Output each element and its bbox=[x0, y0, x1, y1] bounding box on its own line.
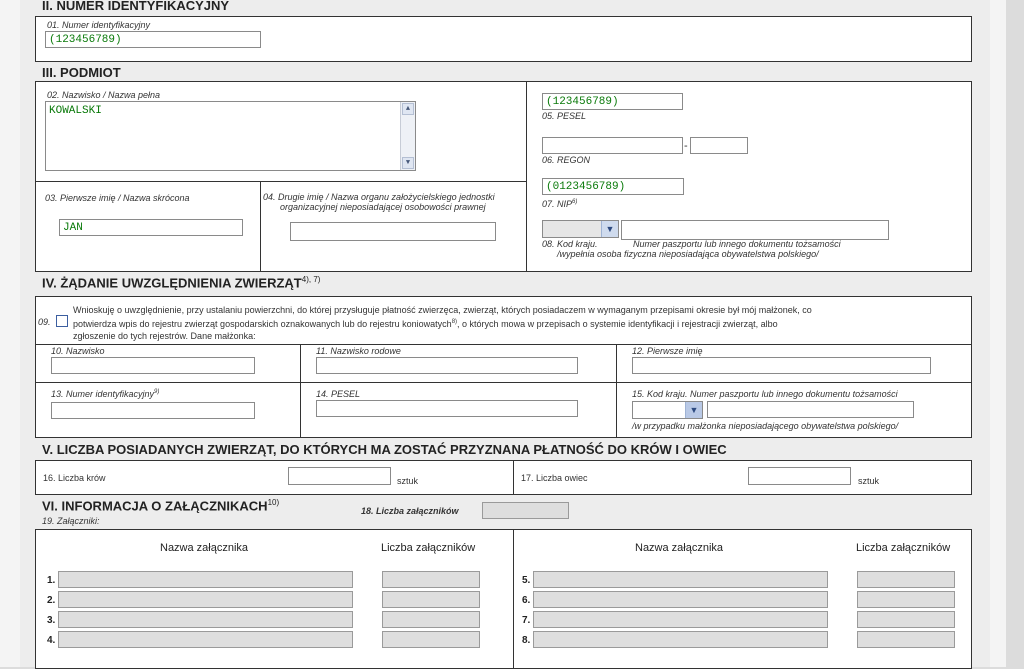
attachment-count-input-3[interactable] bbox=[382, 611, 480, 628]
attachment-count-input-5[interactable] bbox=[857, 571, 955, 588]
field-04-label-line1: 04. Drugie imię / Nazwa organu założycielskiego jednostki bbox=[263, 192, 495, 202]
field-09-label: 09. bbox=[38, 317, 51, 327]
passport-number-input[interactable] bbox=[621, 220, 889, 240]
pesel-input[interactable]: (123456789) bbox=[542, 93, 683, 110]
attachment-row-number: 5. bbox=[522, 575, 531, 586]
attachment-count-input-4[interactable] bbox=[382, 631, 480, 648]
cows-unit: sztuk bbox=[397, 476, 419, 486]
sheep-unit: sztuk bbox=[858, 476, 880, 486]
field-03-label: 03. Pierwsze imię / Nazwa skrócona bbox=[45, 193, 190, 203]
field-01-label: 01. Numer identyfikacyjny bbox=[47, 20, 151, 30]
field-06-label: 06. REGON bbox=[542, 155, 591, 165]
regon-input-suffix[interactable] bbox=[690, 137, 748, 154]
attachment-row-number: 8. bbox=[522, 635, 531, 646]
field-04-label-line2: organizacyjnej nieposiadającej osobowości prawnej bbox=[280, 202, 486, 212]
scroll-up-icon[interactable]: ▲ bbox=[402, 103, 414, 115]
field-15-note: /w przypadku małżonka nieposiadającego obywatelstwa polskiego/ bbox=[632, 421, 899, 431]
field-08-note: /wypełnia osoba fizyczna nieposiadająca obywatelstwa polskiego/ bbox=[557, 249, 819, 259]
surname-value: KOWALSKI bbox=[49, 105, 102, 117]
field-10-label: 10. Nazwisko bbox=[51, 346, 105, 356]
section-2-title: II. NUMER IDENTYFIKACYJNY bbox=[42, 0, 230, 13]
spouse-country-code-select[interactable] bbox=[632, 401, 703, 419]
section-5-title: V. LICZBA POSIADANYCH ZWIERZĄT, DO KTÓRYCH MA ZOSTAĆ PRZYZNANA PŁATNOŚĆ DO KRÓW I OWIEC bbox=[42, 442, 727, 457]
field-13-label: 13. Numer identyfikacyjny$^{9)}$ bbox=[51, 389, 160, 399]
right-page-margin bbox=[990, 0, 1006, 667]
field-08-passport-label: Numer paszportu lub innego dokumentu tożsamości bbox=[633, 239, 841, 249]
attachment-name-input-8[interactable] bbox=[533, 631, 828, 648]
section-6-title: VI. INFORMACJA O ZAŁĄCZNIKACH$^{10)}$ bbox=[42, 498, 280, 514]
regon-input-main[interactable] bbox=[542, 137, 683, 154]
attachment-count-input-7[interactable] bbox=[857, 611, 955, 628]
section-3-cell-divider bbox=[260, 181, 261, 272]
form-page bbox=[20, 0, 990, 667]
field-09-text: Wnioskuję o uwzględnienie, przy ustalaniu powierzchni, do której przysługuje płatność zwierzęca, zwierząt, których posiadaczem w wymaganym przepisami okresie był mój małżonek, co potwierdza wpis do rejestru zwierząt gospodarskich oznakowanych lub do rejestru koniowatych$^{8)}$, o których mowa w przepisach o systemie identyfikacji i rejestracji zwierząt, albo zgłoszenie do tych rejestrów. Dane małżonka: bbox=[73, 305, 812, 341]
attachment-count-input-8[interactable] bbox=[857, 631, 955, 648]
field-07-label: 07. NIP$^{6)}$ bbox=[542, 199, 578, 209]
attachment-count-input-1[interactable] bbox=[382, 571, 480, 588]
attachments-count-input[interactable] bbox=[482, 502, 569, 519]
first-name-input[interactable]: JAN bbox=[59, 219, 243, 236]
attachment-name-header-right: Nazwa załącznika bbox=[635, 542, 724, 554]
attachment-row-number: 6. bbox=[522, 595, 531, 606]
section-4-col-divider-1 bbox=[300, 344, 301, 438]
spouse-passport-input[interactable] bbox=[707, 401, 914, 418]
second-name-input[interactable] bbox=[290, 222, 496, 241]
section-4-title: IV. ŻĄDANIE UWZGLĘDNIENIA $ZWIERZĄT^{4), 7)}$ bbox=[42, 275, 321, 291]
chevron-down-icon[interactable]: ▼ bbox=[601, 221, 618, 237]
left-page-margin bbox=[0, 0, 20, 667]
attachment-row-number: 3. bbox=[47, 615, 56, 626]
section-3-divider bbox=[526, 81, 527, 272]
attachment-name-input-7[interactable] bbox=[533, 611, 828, 628]
attachment-name-input-6[interactable] bbox=[533, 591, 828, 608]
chevron-down-icon[interactable]: ▼ bbox=[685, 402, 702, 418]
spouse-surname-input[interactable] bbox=[51, 357, 255, 374]
attachment-name-header-left: Nazwa załącznika bbox=[160, 542, 249, 554]
section-3-title: III. PODMIOT bbox=[42, 65, 121, 80]
field-02-label: 02. Nazwisko / Nazwa pełna bbox=[47, 90, 161, 100]
section-4-row-divider-2 bbox=[35, 382, 972, 383]
field-05-label: 05. PESEL bbox=[542, 111, 587, 121]
attachment-row-number: 7. bbox=[522, 615, 531, 626]
identification-number-input[interactable]: (123456789) bbox=[45, 31, 261, 48]
attachment-row-number: 1. bbox=[47, 575, 56, 586]
cows-count-input[interactable] bbox=[288, 467, 391, 485]
attachment-count-input-2[interactable] bbox=[382, 591, 480, 608]
attachment-name-input-5[interactable] bbox=[533, 571, 828, 588]
attachment-count-input-6[interactable] bbox=[857, 591, 955, 608]
attachment-name-input-3[interactable] bbox=[58, 611, 353, 628]
section-5-divider bbox=[513, 460, 514, 495]
attachment-name-input-1[interactable] bbox=[58, 571, 353, 588]
scroll-down-icon[interactable]: ▼ bbox=[402, 157, 414, 169]
attachment-row-number: 4. bbox=[47, 635, 56, 646]
field-11-label: 11. Nazwisko rodowe bbox=[316, 346, 401, 356]
field-19-label: 19. Załączniki: bbox=[42, 516, 100, 526]
attachment-count-header-right: Liczba załączników bbox=[856, 542, 951, 554]
field-12-label: 12. Pierwsze imię bbox=[632, 346, 703, 356]
section-4-col-divider-2 bbox=[616, 344, 617, 438]
surname-textarea[interactable] bbox=[45, 101, 416, 171]
attachments-table-divider bbox=[513, 529, 514, 669]
attachment-count-header-left: Liczba załączników bbox=[381, 542, 476, 554]
field-16-label: 16. Liczba krów bbox=[43, 473, 106, 483]
sheep-count-input[interactable] bbox=[748, 467, 851, 485]
field-18-label: 18. Liczba załączników bbox=[361, 506, 459, 516]
attachment-name-input-4[interactable] bbox=[58, 631, 353, 648]
field-15-label: 15. Kod kraju. Numer paszportu lub innego dokumentu tożsamości bbox=[632, 389, 898, 399]
field-08-label: 08. Kod kraju. bbox=[542, 239, 598, 249]
spouse-maiden-name-input[interactable] bbox=[316, 357, 578, 374]
spouse-id-number-input[interactable] bbox=[51, 402, 255, 419]
section-3-row-divider bbox=[35, 181, 527, 182]
nip-input[interactable]: (0123456789) bbox=[542, 178, 684, 195]
attachment-name-input-2[interactable] bbox=[58, 591, 353, 608]
spouse-animals-checkbox[interactable] bbox=[56, 315, 68, 327]
section-4-row-divider-1 bbox=[35, 344, 972, 345]
field-14-label: 14. PESEL bbox=[316, 389, 361, 399]
regon-separator: - bbox=[684, 140, 688, 152]
attachment-row-number: 2. bbox=[47, 595, 56, 606]
field-17-label: 17. Liczba owiec bbox=[521, 473, 588, 483]
spouse-first-name-input[interactable] bbox=[632, 357, 931, 374]
spouse-pesel-input[interactable] bbox=[316, 400, 578, 417]
country-code-select[interactable] bbox=[542, 220, 619, 238]
textarea-scrollbar[interactable] bbox=[400, 102, 415, 170]
